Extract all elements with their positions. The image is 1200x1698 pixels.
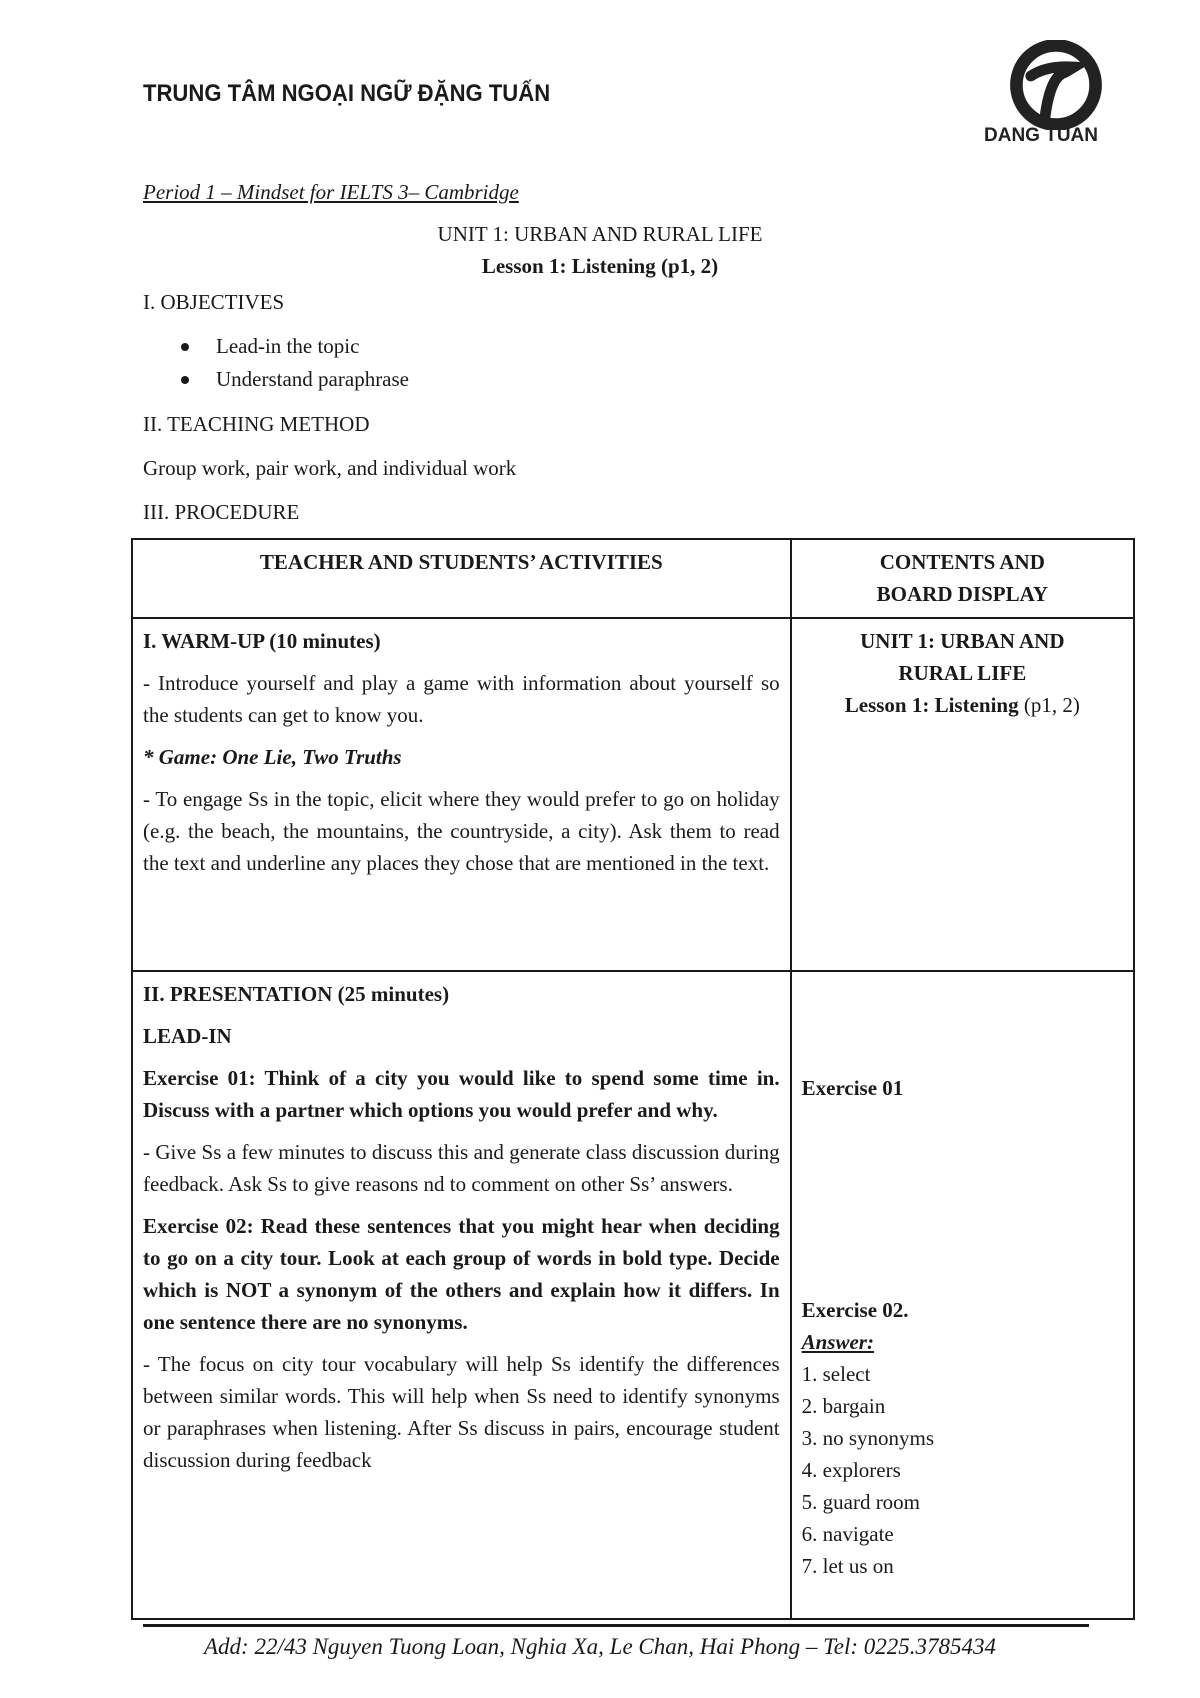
- unit-title: UNIT 1: URBAN AND RURAL LIFE: [437, 222, 763, 246]
- warmup-intro: - Introduce yourself and play a game with information about yourself so the students can get to know you.: [143, 671, 780, 727]
- exercise2-text: - The focus on city tour vocabulary will help Ss identify the differences between similar words. This will help when Ss need to identify synonyms or paraphrases when listening. After Ss discuss in pairs, encourage student discussion during feedback: [143, 1352, 780, 1472]
- answer-item: 6. navigate: [801, 1522, 894, 1546]
- presentation-heading: II. PRESENTATION (25 minutes): [143, 982, 450, 1006]
- procedure-heading: III. PROCEDURE: [143, 500, 300, 524]
- warmup-cell: [132, 618, 791, 971]
- footer-address: Add: 22/43 Nguyen Tuong Loan, Nghia Xa, Le Chan, Hai Phong – Tel: 0225.3785434: [203, 1634, 997, 1659]
- answer-item: 3. no synonyms: [801, 1426, 935, 1450]
- dang-tuan-logo-icon: [996, 40, 1116, 130]
- warmup-heading: I. WARM-UP (10 minutes): [143, 629, 381, 653]
- center-name: TRUNG TÂM NGOẠI NGỮ ĐẶNG TUẤN: [143, 80, 551, 107]
- exercise1-text: - Give Ss a few minutes to discuss this and generate class discussion during feedback. Ask Ss to give reasons nd to comment on other Ss’ answers.: [143, 1140, 780, 1196]
- answer-item: 4. explorers: [801, 1458, 901, 1482]
- method-heading: II. TEACHING METHOD: [143, 412, 370, 436]
- logo-text: DANG TUAN: [984, 125, 1098, 146]
- board-exercise2: Exercise 02.: [801, 1298, 909, 1322]
- period-line: Period 1 – Mindset for IELTS 3– Cambridge: [143, 180, 519, 204]
- answer-item: 2. bargain: [801, 1394, 886, 1418]
- board-answer-label: Answer:: [801, 1330, 874, 1354]
- board-exercise1: Exercise 01: [801, 1076, 904, 1100]
- exercise2-title: Exercise 02: Read these sentences that you might hear when deciding to go on a city tour. Look at each group of words in bold type. Decide which is NOT a synonym of the others and explain how it differs. In one sentence there are no synonyms.: [143, 1214, 780, 1334]
- leadin-label: LEAD-IN: [143, 1024, 232, 1048]
- objective-item: Understand paraphrase: [178, 367, 409, 400]
- method-text: Group work, pair work, and individual work: [143, 456, 517, 480]
- warmup-game: * Game: One Lie, Two Truths: [143, 745, 402, 769]
- answer-item: 5. guard room: [801, 1490, 921, 1514]
- presentation-board: [791, 971, 1134, 1619]
- procedure-table: [131, 538, 1135, 1620]
- answer-item: 7. let us on: [801, 1554, 894, 1578]
- warmup-board: UNIT 1: URBAN AND RURAL LIFE Lesson 1: Listening (p1, 2): [791, 618, 1134, 971]
- lesson-title: Lesson 1: Listening (p1, 2): [481, 254, 719, 278]
- objectives-list: [178, 334, 409, 400]
- presentation-cell: [132, 971, 791, 1619]
- objectives-heading: I. OBJECTIVES: [143, 290, 285, 314]
- table-header-activities: TEACHER AND STUDENTS’ ACTIVITIES: [132, 539, 791, 618]
- footer-divider: [143, 1624, 1089, 1627]
- warmup-engage: - To engage Ss in the topic, elicit where they would prefer to go on holiday (e.g. the beach, the mountains, the countryside, a city). Ask them to read the text and underline any places they chose that are mentioned in the text.: [143, 787, 780, 875]
- answer-item: 1. select: [801, 1362, 871, 1386]
- table-header-contents: CONTENTS AND BOARD DISPLAY: [791, 539, 1134, 618]
- objective-item: Lead-in the topic: [178, 334, 409, 367]
- exercise1-title: Exercise 01: Think of a city you would like to spend some time in. Discuss with a partner which options you would prefer and why.: [143, 1066, 780, 1122]
